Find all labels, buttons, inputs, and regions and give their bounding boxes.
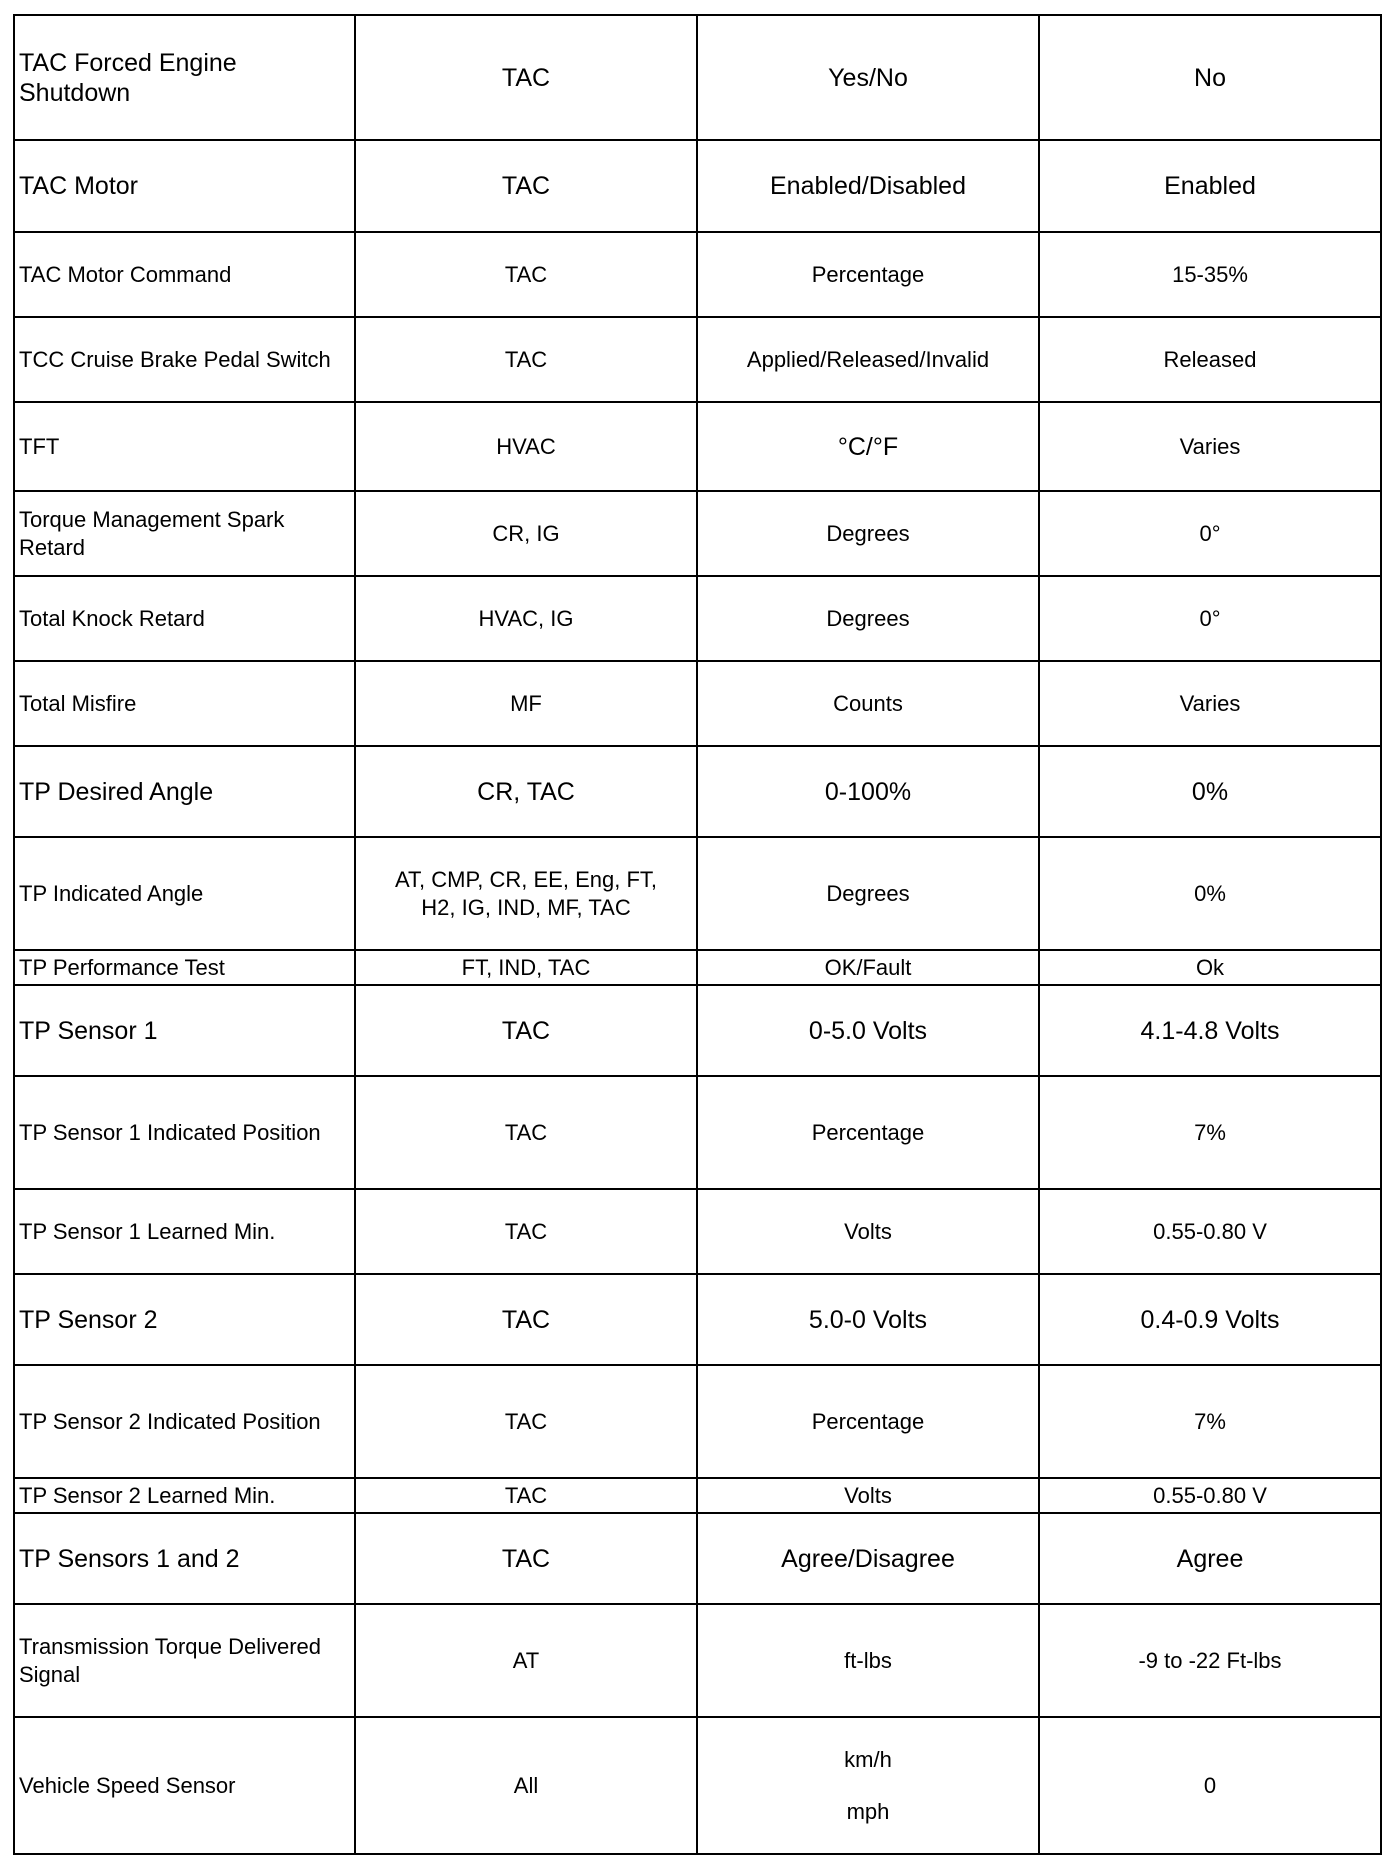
table-row — [14, 140, 1381, 232]
parameter-name: TP Desired Angle — [14, 746, 355, 837]
typical-value: Ok — [1039, 950, 1381, 985]
units: Volts — [697, 1478, 1039, 1513]
system: TAC — [355, 985, 697, 1076]
units: Counts — [697, 661, 1039, 746]
system: TAC — [355, 1274, 697, 1365]
table-row — [14, 746, 1381, 837]
typical-value: -9 to -22 Ft-lbs — [1039, 1604, 1381, 1717]
parameter-name: TAC Forced Engine Shutdown — [14, 15, 355, 140]
units: ft-lbs — [697, 1604, 1039, 1717]
typical-value: 0% — [1039, 837, 1381, 950]
system: MF — [355, 661, 697, 746]
typical-value: Varies — [1039, 661, 1381, 746]
table-row — [14, 950, 1381, 985]
table-row — [14, 576, 1381, 661]
units: 0-5.0 Volts — [697, 985, 1039, 1076]
system: TAC — [355, 1076, 697, 1189]
units: 5.0-0 Volts — [697, 1274, 1039, 1365]
units — [697, 1717, 1039, 1854]
parameter-name: TP Sensor 2 Indicated Position — [14, 1365, 355, 1478]
system: TAC — [355, 15, 697, 140]
typical-value: 7% — [1039, 1076, 1381, 1189]
system: FT, IND, TAC — [355, 950, 697, 985]
units: Percentage — [697, 1076, 1039, 1189]
typical-value: Varies — [1039, 402, 1381, 491]
parameter-name: Vehicle Speed Sensor — [14, 1717, 355, 1854]
table-row — [14, 1604, 1381, 1717]
units: Applied/Released/Invalid — [697, 317, 1039, 402]
units-line: km/h — [844, 1746, 892, 1772]
system: AT — [355, 1604, 697, 1717]
typical-value: 0 — [1039, 1717, 1381, 1854]
parameter-name: Transmission Torque Delivered Signal — [14, 1604, 355, 1717]
units-line: mph — [846, 1798, 890, 1824]
table-row — [14, 1189, 1381, 1274]
units: Degrees — [697, 491, 1039, 576]
typical-value: 4.1-4.8 Volts — [1039, 985, 1381, 1076]
parameter-name: Total Misfire — [14, 661, 355, 746]
system: All — [355, 1717, 697, 1854]
system: TAC — [355, 317, 697, 402]
system: AT, CMP, CR, EE, Eng, FT, H2, IG, IND, MF, TAC — [355, 837, 697, 950]
table-row — [14, 837, 1381, 950]
parameter-name: TAC Motor — [14, 140, 355, 232]
units: Agree/Disagree — [697, 1513, 1039, 1604]
table-row — [14, 232, 1381, 317]
typical-value: No — [1039, 15, 1381, 140]
table-row — [14, 402, 1381, 491]
system: CR, TAC — [355, 746, 697, 837]
typical-value: 0.4-0.9 Volts — [1039, 1274, 1381, 1365]
system: HVAC — [355, 402, 697, 491]
parameter-name: TAC Motor Command — [14, 232, 355, 317]
units: OK/Fault — [697, 950, 1039, 985]
units: Degrees — [697, 837, 1039, 950]
table-row — [14, 1513, 1381, 1604]
system: TAC — [355, 1513, 697, 1604]
typical-value: 0° — [1039, 576, 1381, 661]
parameter-name: TCC Cruise Brake Pedal Switch — [14, 317, 355, 402]
table-row — [14, 1478, 1381, 1513]
parameter-name: TP Indicated Angle — [14, 837, 355, 950]
system: TAC — [355, 1478, 697, 1513]
typical-value: 7% — [1039, 1365, 1381, 1478]
parameter-name: TP Sensor 1 — [14, 985, 355, 1076]
parameter-name: TP Sensor 2 Learned Min. — [14, 1478, 355, 1513]
units: 0-100% — [697, 746, 1039, 837]
system: CR, IG — [355, 491, 697, 576]
parameter-name: TP Sensor 2 — [14, 1274, 355, 1365]
parameter-name: TP Performance Test — [14, 950, 355, 985]
table-row — [14, 1717, 1381, 1854]
units: °C/°F — [697, 402, 1039, 491]
parameter-name: TP Sensor 1 Learned Min. — [14, 1189, 355, 1274]
typical-value: 15-35% — [1039, 232, 1381, 317]
parameter-name: TFT — [14, 402, 355, 491]
parameter-name: TP Sensors 1 and 2 — [14, 1513, 355, 1604]
system: TAC — [355, 1365, 697, 1478]
system: TAC — [355, 1189, 697, 1274]
table-row — [14, 317, 1381, 402]
units: Degrees — [697, 576, 1039, 661]
typical-value: Agree — [1039, 1513, 1381, 1604]
typical-value: 0.55-0.80 V — [1039, 1189, 1381, 1274]
typical-value: 0.55-0.80 V — [1039, 1478, 1381, 1513]
table-row — [14, 985, 1381, 1076]
units: Volts — [697, 1189, 1039, 1274]
table-row — [14, 1076, 1381, 1189]
parameter-name: TP Sensor 1 Indicated Position — [14, 1076, 355, 1189]
table-row — [14, 491, 1381, 576]
system: TAC — [355, 140, 697, 232]
units: Yes/No — [697, 15, 1039, 140]
table-row — [14, 1274, 1381, 1365]
table-row — [14, 661, 1381, 746]
system: TAC — [355, 232, 697, 317]
system: HVAC, IG — [355, 576, 697, 661]
parameter-name: Total Knock Retard — [14, 576, 355, 661]
table-row — [14, 15, 1381, 140]
parameter-name: Torque Management Spark Retard — [14, 491, 355, 576]
units: Percentage — [697, 1365, 1039, 1478]
table-row — [14, 1365, 1381, 1478]
typical-value: Released — [1039, 317, 1381, 402]
typical-value: 0% — [1039, 746, 1381, 837]
units: Percentage — [697, 232, 1039, 317]
typical-value: Enabled — [1039, 140, 1381, 232]
typical-value: 0° — [1039, 491, 1381, 576]
data-table — [13, 14, 1382, 1855]
units: Enabled/Disabled — [697, 140, 1039, 232]
